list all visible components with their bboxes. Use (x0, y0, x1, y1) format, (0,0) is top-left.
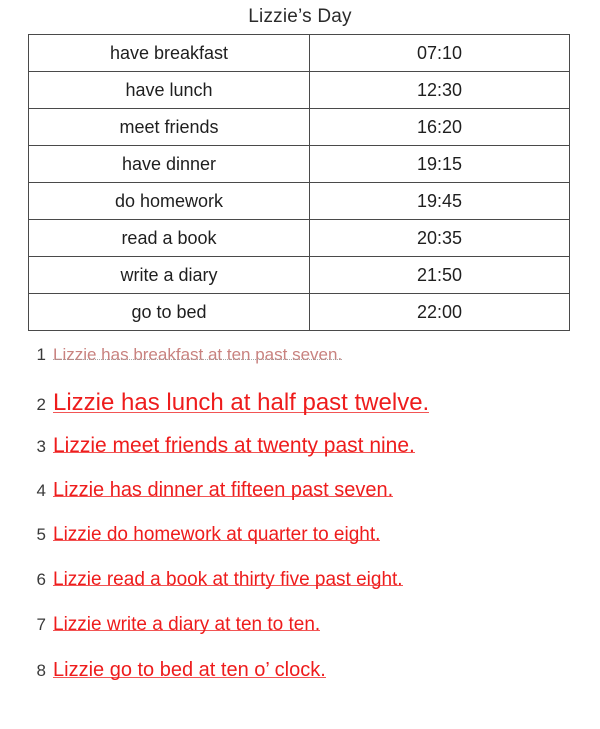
time-cell: 21:50 (309, 257, 569, 294)
answer-text: Lizzie meet friends at twenty past nine. (53, 434, 415, 457)
activity-cell: go to bed (29, 294, 310, 331)
item-number: 6 (36, 570, 46, 589)
item-number: 5 (36, 525, 46, 544)
list-item (24, 525, 586, 566)
table-row (29, 294, 570, 331)
list-item (24, 660, 586, 701)
table-row (29, 220, 570, 257)
item-number: 3 (36, 437, 46, 456)
answer-text: Lizzie do homework at quarter to eight. (53, 524, 381, 545)
answer-list (0, 331, 600, 701)
schedule-table-container (0, 34, 600, 331)
list-item (24, 435, 586, 476)
table-row (29, 257, 570, 294)
table-row (29, 35, 570, 72)
time-cell: 22:00 (309, 294, 569, 331)
list-item (24, 390, 586, 431)
activity-cell: meet friends (29, 109, 310, 146)
list-item (24, 570, 586, 611)
table-row (29, 146, 570, 183)
activity-cell: read a book (29, 220, 310, 257)
item-number: 7 (36, 615, 46, 634)
time-cell: 12:30 (309, 72, 569, 109)
item-number: 1 (36, 345, 46, 364)
time-cell: 16:20 (309, 109, 569, 146)
table-row (29, 109, 570, 146)
list-item (24, 345, 586, 386)
answer-text: Lizzie read a book at thirty five past eight. (53, 569, 403, 590)
answer-text: Lizzie has lunch at half past twelve. (53, 389, 430, 416)
answer-text: Lizzie has dinner at fifteen past seven. (53, 479, 394, 501)
list-item (24, 480, 586, 521)
time-cell: 20:35 (309, 220, 569, 257)
activity-cell: have lunch (29, 72, 310, 109)
table-row (29, 72, 570, 109)
list-item (24, 615, 586, 656)
time-cell: 19:15 (309, 146, 569, 183)
schedule-table (28, 34, 570, 331)
item-number: 2 (36, 395, 46, 414)
activity-cell: have dinner (29, 146, 310, 183)
item-number: 8 (36, 661, 46, 680)
answer-text: Lizzie write a diary at ten to ten. (53, 614, 321, 635)
activity-cell: write a diary (29, 257, 310, 294)
page-title: Lizzie’s Day (248, 6, 352, 27)
time-cell: 19:45 (309, 183, 569, 220)
answer-text: Lizzie go to bed at ten o’ clock. (53, 659, 326, 681)
time-cell: 07:10 (309, 35, 569, 72)
item-number: 4 (36, 481, 46, 500)
answer-text: Lizzie has breakfast at ten past seven. (53, 345, 343, 364)
activity-cell: do homework (29, 183, 310, 220)
activity-cell: have breakfast (29, 35, 310, 72)
table-row (29, 183, 570, 220)
